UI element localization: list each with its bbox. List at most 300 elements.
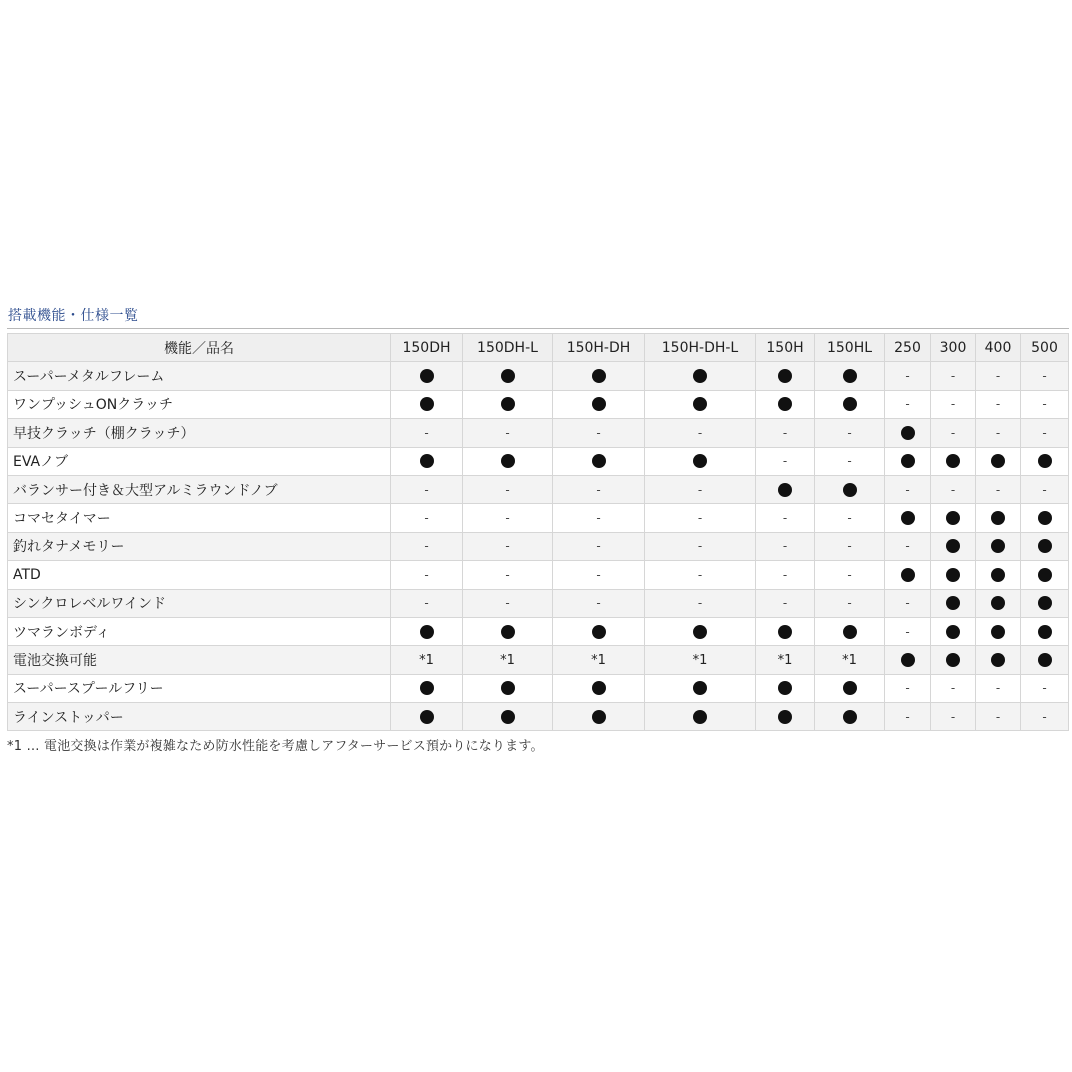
- spec-cell: [1021, 703, 1069, 731]
- not-available-mark: -: [995, 397, 1001, 412]
- spec-cell: [931, 703, 976, 731]
- feature-name: ワンプッシュONクラッチ: [8, 390, 391, 418]
- spec-cell: [976, 646, 1021, 674]
- spec-cell: [931, 589, 976, 617]
- spec-cell: [463, 532, 553, 560]
- filled-circle-icon: [991, 596, 1005, 610]
- spec-cell: [1021, 419, 1069, 447]
- feature-name: バランサー付き＆大型アルミラウンドノブ: [8, 475, 391, 503]
- spec-cell: [756, 475, 815, 503]
- filled-circle-icon: [946, 625, 960, 639]
- not-available-mark: -: [1042, 369, 1047, 384]
- header-model: 150DH: [391, 334, 463, 362]
- spec-cell: [391, 674, 463, 702]
- spec-cell: [463, 646, 553, 674]
- not-available-mark: -: [1042, 397, 1047, 412]
- not-available-mark: -: [905, 539, 910, 554]
- not-available-mark: -: [905, 482, 910, 497]
- spec-cell: [553, 362, 645, 390]
- spec-cell: [1021, 674, 1069, 702]
- spec-cell: [976, 362, 1021, 390]
- not-available-mark: -: [1042, 681, 1047, 696]
- spec-cell: [645, 390, 756, 418]
- spec-cell: [645, 504, 756, 532]
- spec-cell: [645, 617, 756, 645]
- spec-cell: [391, 589, 463, 617]
- not-available-mark: -: [505, 567, 510, 582]
- not-available-mark: -: [596, 482, 601, 497]
- table-row: [8, 589, 1069, 617]
- spec-cell: [553, 447, 645, 475]
- feature-name: 釣れタナメモリー: [8, 532, 391, 560]
- filled-circle-icon: [901, 511, 915, 525]
- filled-circle-icon: [420, 681, 434, 695]
- spec-cell: [391, 703, 463, 731]
- filled-circle-icon: [501, 454, 515, 468]
- spec-cell: [1021, 589, 1069, 617]
- spec-cell: [391, 447, 463, 475]
- spec-cell: [463, 390, 553, 418]
- not-available-mark: -: [697, 482, 703, 497]
- spec-cell: [931, 532, 976, 560]
- filled-circle-icon: [693, 625, 707, 639]
- table-row: [8, 646, 1069, 674]
- spec-cell: [976, 617, 1021, 645]
- spec-cell: [885, 703, 931, 731]
- spec-cell: [391, 532, 463, 560]
- filled-circle-icon: [1038, 653, 1052, 667]
- spec-cell: [391, 390, 463, 418]
- not-available-mark: -: [950, 681, 956, 696]
- filled-circle-icon: [843, 369, 857, 383]
- spec-cell: [756, 532, 815, 560]
- not-available-mark: -: [424, 425, 429, 440]
- filled-circle-icon: [946, 568, 960, 582]
- header-model: 150H-DH-L: [645, 334, 756, 362]
- spec-cell: [815, 447, 885, 475]
- filled-circle-icon: [946, 596, 960, 610]
- spec-cell: [1021, 504, 1069, 532]
- spec-cell: [976, 504, 1021, 532]
- spec-cell: [463, 561, 553, 589]
- not-available-mark: -: [847, 567, 852, 582]
- spec-cell: [463, 674, 553, 702]
- spec-cell: [976, 390, 1021, 418]
- spec-cell: [885, 419, 931, 447]
- spec-cell: [931, 419, 976, 447]
- filled-circle-icon: [843, 483, 857, 497]
- filled-circle-icon: [501, 369, 515, 383]
- feature-name: スーパースプールフリー: [8, 674, 391, 702]
- table-row: [8, 390, 1069, 418]
- footnote-reference: *1: [777, 652, 793, 668]
- spec-cell: [756, 447, 815, 475]
- spec-cell: [815, 561, 885, 589]
- spec-cell: [1021, 646, 1069, 674]
- header-model: 150H: [756, 334, 815, 362]
- spec-cell: [931, 504, 976, 532]
- spec-cell: [463, 475, 553, 503]
- spec-cell: [756, 419, 815, 447]
- spec-cell: [553, 674, 645, 702]
- spec-cell: [756, 674, 815, 702]
- spec-cell: [885, 617, 931, 645]
- filled-circle-icon: [1038, 596, 1052, 610]
- filled-circle-icon: [592, 454, 606, 468]
- filled-circle-icon: [501, 625, 515, 639]
- spec-cell: [391, 617, 463, 645]
- filled-circle-icon: [991, 539, 1005, 553]
- spec-cell: [645, 646, 756, 674]
- footnote-reference: *1: [591, 652, 606, 668]
- not-available-mark: -: [950, 369, 956, 384]
- feature-name: EVAノブ: [8, 447, 391, 475]
- table-row: [8, 475, 1069, 503]
- spec-cell: [885, 390, 931, 418]
- not-available-mark: -: [596, 596, 601, 611]
- header-model: 150HL: [815, 334, 885, 362]
- not-available-mark: -: [782, 596, 788, 611]
- filled-circle-icon: [501, 710, 515, 724]
- spec-cell: [391, 419, 463, 447]
- spec-cell: [976, 419, 1021, 447]
- not-available-mark: -: [950, 709, 956, 724]
- filled-circle-icon: [592, 681, 606, 695]
- feature-name: 電池交換可能: [8, 646, 391, 674]
- feature-name: シンクロレベルワインド: [8, 589, 391, 617]
- spec-cell: [815, 419, 885, 447]
- table-row: [8, 362, 1069, 390]
- spec-cell: [1021, 561, 1069, 589]
- not-available-mark: -: [847, 425, 852, 440]
- spec-cell: [756, 703, 815, 731]
- filled-circle-icon: [778, 710, 792, 724]
- spec-cell: [553, 646, 645, 674]
- spec-cell: [553, 419, 645, 447]
- spec-cell: [645, 703, 756, 731]
- not-available-mark: -: [596, 567, 601, 582]
- filled-circle-icon: [693, 397, 707, 411]
- not-available-mark: -: [847, 539, 852, 554]
- spec-cell: [553, 475, 645, 503]
- spec-cell: [931, 561, 976, 589]
- spec-cell: [976, 475, 1021, 503]
- spec-cell: [391, 646, 463, 674]
- not-available-mark: -: [697, 425, 703, 440]
- spec-cell: [756, 617, 815, 645]
- not-available-mark: -: [950, 425, 956, 440]
- footnote-reference: *1: [419, 652, 434, 668]
- filled-circle-icon: [991, 653, 1005, 667]
- spec-cell: [976, 561, 1021, 589]
- not-available-mark: -: [424, 596, 429, 611]
- filled-circle-icon: [1038, 511, 1052, 525]
- footnote: *1 … 電池交換は作業が複雑なため防水性能を考慮しアフターサービス預かりになります。: [7, 739, 544, 755]
- filled-circle-icon: [901, 454, 915, 468]
- not-available-mark: -: [905, 681, 910, 696]
- filled-circle-icon: [1038, 539, 1052, 553]
- spec-cell: [885, 532, 931, 560]
- not-available-mark: -: [1042, 482, 1047, 497]
- spec-cell: [553, 390, 645, 418]
- header-feature-product: 機能／品名: [8, 334, 391, 362]
- filled-circle-icon: [991, 625, 1005, 639]
- not-available-mark: -: [782, 454, 788, 469]
- spec-table: [7, 333, 1069, 731]
- table-header-row: [8, 334, 1069, 362]
- filled-circle-icon: [901, 653, 915, 667]
- spec-cell: [815, 703, 885, 731]
- header-model: 400: [976, 334, 1021, 362]
- spec-cell: [1021, 532, 1069, 560]
- not-available-mark: -: [424, 567, 429, 582]
- filled-circle-icon: [592, 369, 606, 383]
- filled-circle-icon: [991, 568, 1005, 582]
- spec-section: [7, 304, 1069, 754]
- not-available-mark: -: [995, 482, 1001, 497]
- spec-cell: [756, 390, 815, 418]
- spec-cell: [1021, 362, 1069, 390]
- spec-cell: [645, 674, 756, 702]
- spec-cell: [645, 447, 756, 475]
- spec-cell: [815, 674, 885, 702]
- not-available-mark: -: [782, 539, 788, 554]
- header-model: 150H-DH: [553, 334, 645, 362]
- filled-circle-icon: [778, 625, 792, 639]
- spec-cell: [756, 646, 815, 674]
- not-available-mark: -: [596, 539, 601, 554]
- not-available-mark: -: [847, 596, 852, 611]
- not-available-mark: -: [697, 567, 703, 582]
- table-row: [8, 674, 1069, 702]
- spec-cell: [976, 674, 1021, 702]
- spec-cell: [553, 532, 645, 560]
- header-model: 500: [1021, 334, 1069, 362]
- spec-cell: [756, 504, 815, 532]
- not-available-mark: -: [697, 596, 703, 611]
- spec-cell: [553, 561, 645, 589]
- filled-circle-icon: [501, 397, 515, 411]
- spec-cell: [815, 589, 885, 617]
- spec-cell: [885, 646, 931, 674]
- spec-cell: [815, 475, 885, 503]
- not-available-mark: -: [505, 482, 510, 497]
- filled-circle-icon: [420, 397, 434, 411]
- filled-circle-icon: [946, 653, 960, 667]
- filled-circle-icon: [778, 369, 792, 383]
- spec-cell: [756, 362, 815, 390]
- spec-cell: [815, 617, 885, 645]
- footnote-reference: *1: [692, 652, 708, 668]
- filled-circle-icon: [843, 397, 857, 411]
- spec-cell: [931, 447, 976, 475]
- feature-name: ラインストッパー: [8, 703, 391, 731]
- spec-cell: [1021, 475, 1069, 503]
- spec-cell: [1021, 390, 1069, 418]
- not-available-mark: -: [505, 539, 510, 554]
- filled-circle-icon: [946, 511, 960, 525]
- spec-cell: [931, 617, 976, 645]
- spec-cell: [931, 362, 976, 390]
- footnote-reference: *1: [500, 652, 515, 668]
- feature-name: コマセタイマー: [8, 504, 391, 532]
- filled-circle-icon: [592, 710, 606, 724]
- feature-name: ATD: [8, 561, 391, 589]
- table-row: [8, 703, 1069, 731]
- spec-cell: [391, 362, 463, 390]
- not-available-mark: -: [596, 425, 601, 440]
- not-available-mark: -: [782, 511, 788, 526]
- spec-cell: [1021, 617, 1069, 645]
- not-available-mark: -: [950, 482, 956, 497]
- not-available-mark: -: [905, 624, 910, 639]
- spec-cell: [391, 475, 463, 503]
- table-body: [8, 362, 1069, 731]
- feature-name: スーパーメタルフレーム: [8, 362, 391, 390]
- spec-cell: [815, 362, 885, 390]
- spec-cell: [885, 475, 931, 503]
- not-available-mark: -: [424, 539, 429, 554]
- filled-circle-icon: [693, 710, 707, 724]
- filled-circle-icon: [778, 397, 792, 411]
- spec-cell: [645, 362, 756, 390]
- not-available-mark: -: [847, 454, 852, 469]
- spec-cell: [463, 362, 553, 390]
- spec-cell: [756, 589, 815, 617]
- not-available-mark: -: [995, 425, 1001, 440]
- header-model: 150DH-L: [463, 334, 553, 362]
- filled-circle-icon: [946, 454, 960, 468]
- not-available-mark: -: [905, 397, 910, 412]
- not-available-mark: -: [995, 681, 1001, 696]
- spec-cell: [553, 703, 645, 731]
- header-model: 250: [885, 334, 931, 362]
- filled-circle-icon: [693, 681, 707, 695]
- spec-cell: [645, 475, 756, 503]
- filled-circle-icon: [501, 681, 515, 695]
- feature-name: 早技クラッチ（棚クラッチ）: [8, 419, 391, 447]
- table-row: [8, 504, 1069, 532]
- spec-cell: [645, 589, 756, 617]
- filled-circle-icon: [1038, 568, 1052, 582]
- spec-cell: [885, 589, 931, 617]
- feature-name: ツマランボディ: [8, 617, 391, 645]
- spec-cell: [976, 447, 1021, 475]
- spec-cell: [815, 646, 885, 674]
- not-available-mark: -: [782, 425, 788, 440]
- not-available-mark: -: [905, 596, 910, 611]
- table-row: [8, 617, 1069, 645]
- filled-circle-icon: [991, 511, 1005, 525]
- filled-circle-icon: [420, 369, 434, 383]
- section-title: 搭載機能・仕様一覧: [7, 304, 1069, 329]
- spec-cell: [391, 504, 463, 532]
- spec-cell: [756, 561, 815, 589]
- footnote-reference: *1: [842, 652, 857, 668]
- filled-circle-icon: [843, 710, 857, 724]
- not-available-mark: -: [505, 596, 510, 611]
- filled-circle-icon: [592, 397, 606, 411]
- not-available-mark: -: [596, 511, 601, 526]
- spec-cell: [885, 674, 931, 702]
- spec-cell: [463, 589, 553, 617]
- spec-cell: [463, 703, 553, 731]
- filled-circle-icon: [843, 625, 857, 639]
- spec-cell: [931, 674, 976, 702]
- not-available-mark: -: [505, 425, 510, 440]
- header-model: 300: [931, 334, 976, 362]
- not-available-mark: -: [1042, 709, 1047, 724]
- spec-cell: [815, 504, 885, 532]
- spec-cell: [976, 532, 1021, 560]
- filled-circle-icon: [778, 681, 792, 695]
- not-available-mark: -: [847, 511, 852, 526]
- spec-cell: [463, 617, 553, 645]
- spec-cell: [931, 390, 976, 418]
- spec-cell: [815, 532, 885, 560]
- filled-circle-icon: [592, 625, 606, 639]
- spec-cell: [553, 504, 645, 532]
- filled-circle-icon: [991, 454, 1005, 468]
- spec-cell: [553, 617, 645, 645]
- filled-circle-icon: [693, 454, 707, 468]
- not-available-mark: -: [905, 709, 910, 724]
- filled-circle-icon: [420, 710, 434, 724]
- filled-circle-icon: [901, 426, 915, 440]
- table-row: [8, 561, 1069, 589]
- spec-cell: [976, 589, 1021, 617]
- filled-circle-icon: [1038, 454, 1052, 468]
- not-available-mark: -: [950, 397, 956, 412]
- filled-circle-icon: [778, 483, 792, 497]
- not-available-mark: -: [424, 511, 429, 526]
- spec-cell: [815, 390, 885, 418]
- not-available-mark: -: [905, 369, 910, 384]
- spec-cell: [931, 646, 976, 674]
- spec-cell: [645, 561, 756, 589]
- table-row: [8, 447, 1069, 475]
- spec-cell: [645, 532, 756, 560]
- not-available-mark: -: [697, 539, 703, 554]
- spec-cell: [553, 589, 645, 617]
- not-available-mark: -: [505, 511, 510, 526]
- spec-cell: [885, 504, 931, 532]
- spec-cell: [885, 561, 931, 589]
- spec-cell: [645, 419, 756, 447]
- spec-cell: [885, 362, 931, 390]
- spec-cell: [463, 447, 553, 475]
- spec-cell: [463, 504, 553, 532]
- filled-circle-icon: [901, 568, 915, 582]
- filled-circle-icon: [420, 454, 434, 468]
- spec-cell: [976, 703, 1021, 731]
- spec-cell: [931, 475, 976, 503]
- table-row: [8, 419, 1069, 447]
- not-available-mark: -: [424, 482, 429, 497]
- filled-circle-icon: [946, 539, 960, 553]
- filled-circle-icon: [843, 681, 857, 695]
- not-available-mark: -: [1042, 425, 1047, 440]
- not-available-mark: -: [782, 567, 788, 582]
- table-row: [8, 532, 1069, 560]
- not-available-mark: -: [995, 369, 1001, 384]
- not-available-mark: -: [697, 511, 703, 526]
- spec-cell: [885, 447, 931, 475]
- filled-circle-icon: [1038, 625, 1052, 639]
- spec-cell: [1021, 447, 1069, 475]
- not-available-mark: -: [995, 709, 1001, 724]
- filled-circle-icon: [693, 369, 707, 383]
